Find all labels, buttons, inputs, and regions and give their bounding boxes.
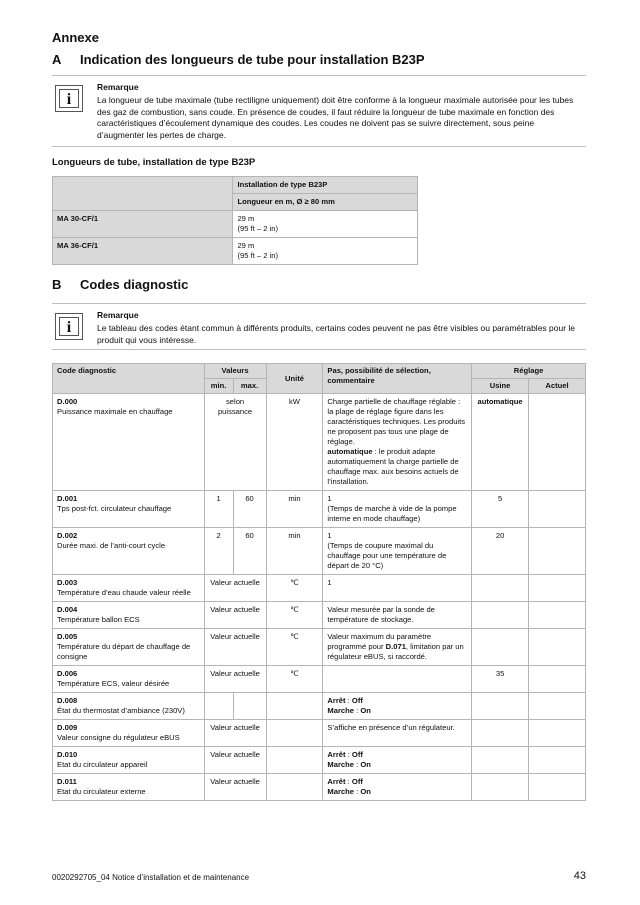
remark-b-title: Remarque	[97, 310, 139, 320]
footer-document-reference: 0020292705_04 Notice d’installation et de maintenance	[52, 873, 250, 882]
max-cell: 60	[233, 491, 266, 528]
code-cell: D.010 Etat du circulateur appareil	[53, 747, 205, 774]
tube-table-corner	[53, 177, 233, 211]
min-cell: 2	[204, 528, 233, 575]
actuel-cell	[529, 747, 586, 774]
page-number: 43	[573, 870, 586, 882]
header-code: Code diagnostic	[53, 364, 205, 394]
header-min: min.	[204, 379, 233, 394]
usine-cell	[472, 774, 529, 801]
usine-cell	[472, 575, 529, 602]
comment-cell: Charge partielle de chauffage réglable : la plage de réglage figure dans les caractéristiques techniques. Les produits ne proposent pas tous une plage de réglage. automatique : le produit adapte automatiquement la charge partielle de chauffage max. aux besoins actuels de l’installation.	[323, 394, 472, 491]
comment-cell: Valeur maximum du paramètre programmé pour D.071, limitation par un régulateur eBUS, si raccordé.	[323, 629, 472, 666]
code-cell: D.000 Puissance maximale en chauffage	[53, 394, 205, 491]
code-cell: D.002 Durée maxi. de l’anti-court cycle	[53, 528, 205, 575]
table-row	[53, 666, 586, 693]
unit-cell: min	[266, 528, 323, 575]
unit-cell: ℃	[266, 629, 323, 666]
usine-cell: automatique	[472, 394, 529, 491]
value-cell: Valeur actuelle	[204, 747, 266, 774]
max-cell: 60	[233, 528, 266, 575]
section-b-letter: B	[52, 277, 62, 292]
code-cell: D.004 Température ballon ECS	[53, 602, 205, 629]
table-row	[53, 575, 586, 602]
section-a-heading	[52, 52, 425, 67]
unit-cell	[266, 774, 323, 801]
value-cell: Valeur actuelle	[204, 666, 266, 693]
remark-box-b	[52, 303, 586, 350]
info-icon: i	[55, 85, 83, 112]
comment-cell: Arrêt : Off Marche : On	[323, 693, 472, 720]
section-b-title: Codes diagnostic	[80, 277, 189, 292]
comment-cell: Valeur mesurée par la sonde de température de stockage.	[323, 602, 472, 629]
table-row	[53, 238, 418, 265]
actuel-cell	[529, 528, 586, 575]
code-cell: D.011 Etat du circulateur externe	[53, 774, 205, 801]
table-row	[53, 747, 586, 774]
comment-cell: 1	[323, 575, 472, 602]
usine-cell	[472, 629, 529, 666]
usine-cell: 20	[472, 528, 529, 575]
actuel-cell	[529, 720, 586, 747]
header-actuel: Actuel	[529, 379, 586, 394]
usine-cell	[472, 602, 529, 629]
actuel-cell	[529, 666, 586, 693]
unit-cell	[266, 693, 323, 720]
annexe-title: Annexe	[52, 30, 99, 45]
section-a-letter: A	[52, 52, 62, 67]
table-row	[53, 211, 418, 238]
tube-table-header-installation: Installation de type B23P	[233, 177, 418, 194]
comment-cell	[323, 666, 472, 693]
value-cell: Valeur actuelle	[204, 602, 266, 629]
value-cell: Valeur actuelle	[204, 629, 266, 666]
value-cell: selon puissance	[204, 394, 266, 491]
usine-cell: 35	[472, 666, 529, 693]
actuel-cell	[529, 774, 586, 801]
header-pas: Pas, possibilité de sélection, commentaire	[323, 364, 472, 394]
tube-table-header-length: Longueur en m, Ø ≥ 80 mm	[233, 194, 418, 211]
tube-length: 29 m (95 ft – 2 in)	[233, 238, 418, 265]
code-cell: D.008 État du thermostat d’ambiance (230V)	[53, 693, 205, 720]
remark-b-text: Le tableau des codes étant commun à différents produits, certains codes peuvent ne pas être visibles ou paramétrables pour le produit qui vous intéresse.	[97, 323, 576, 345]
tube-model: MA 36-CF/1	[53, 238, 233, 265]
tube-model: MA 30-CF/1	[53, 211, 233, 238]
remark-a-title: Remarque	[97, 82, 139, 92]
section-a-title: Indication des longueurs de tube pour installation B23P	[80, 52, 425, 67]
usine-cell	[472, 720, 529, 747]
actuel-cell	[529, 491, 586, 528]
section-b-heading	[52, 277, 188, 292]
header-reglage: Réglage	[472, 364, 586, 379]
comment-cell: 1 (Temps de coupure maximal du chauffage pour une température de départ de 20 °C)	[323, 528, 472, 575]
tube-length: 29 m (95 ft – 2 in)	[233, 211, 418, 238]
value-cell: Valeur actuelle	[204, 774, 266, 801]
actuel-cell	[529, 575, 586, 602]
code-cell: D.006 Température ECS, valeur désirée	[53, 666, 205, 693]
code-cell: D.005 Température du départ de chauffage de consigne	[53, 629, 205, 666]
header-unite: Unité	[266, 364, 323, 394]
header-valeurs: Valeurs	[204, 364, 266, 379]
remark-a-text: La longueur de tube maximale (tube rectiligne uniquement) doit être conforme à la longueur maximale autorisée pour les tubes des gaz de combustion, sans coude. En présence de coudes, il faut réduire la longueur de tube maximale en fonction des caractéristiques d’écoulement dynamique des coudes. Les coudes ne doivent pas se suivre directement, sous peine d’augmenter les pertes de charge.	[97, 95, 574, 140]
unit-cell	[266, 747, 323, 774]
table-row	[53, 720, 586, 747]
unit-cell	[266, 720, 323, 747]
unit-cell: ℃	[266, 575, 323, 602]
table-row	[53, 394, 586, 491]
unit-cell: ℃	[266, 666, 323, 693]
tube-table-heading: Longueurs de tube, installation de type B23P	[52, 157, 256, 168]
comment-cell: S’affiche en présence d’un régulateur.	[323, 720, 472, 747]
table-row	[53, 774, 586, 801]
usine-cell: 5	[472, 491, 529, 528]
code-cell: D.003 Température d’eau chaude valeur réelle	[53, 575, 205, 602]
info-icon: i	[55, 313, 83, 340]
table-row	[53, 528, 586, 575]
table-row	[53, 491, 586, 528]
header-max: max.	[233, 379, 266, 394]
value-cell: Valeur actuelle	[204, 720, 266, 747]
table-row	[53, 602, 586, 629]
min-cell: 1	[204, 491, 233, 528]
usine-cell	[472, 747, 529, 774]
actuel-cell	[529, 394, 586, 491]
comment-cell: Arrêt : Off Marche : On	[323, 747, 472, 774]
max-cell	[233, 693, 266, 720]
unit-cell: kW	[266, 394, 323, 491]
usine-cell	[472, 693, 529, 720]
table-row	[53, 629, 586, 666]
min-cell	[204, 693, 233, 720]
tube-length-table	[52, 176, 418, 265]
value-cell: Valeur actuelle	[204, 575, 266, 602]
comment-cell: 1 (Temps de marche à vide de la pompe interne en mode chauffage)	[323, 491, 472, 528]
unit-cell: min	[266, 491, 323, 528]
actuel-cell	[529, 693, 586, 720]
comment-cell: Arrêt : Off Marche : On	[323, 774, 472, 801]
remark-box-a	[52, 75, 586, 147]
code-cell: D.009 Valeur consigne du régulateur eBUS	[53, 720, 205, 747]
code-cell: D.001 Tps post-fct. circulateur chauffage	[53, 491, 205, 528]
actuel-cell	[529, 602, 586, 629]
actuel-cell	[529, 629, 586, 666]
table-row	[53, 693, 586, 720]
unit-cell: ℃	[266, 602, 323, 629]
diagnostic-codes-table	[52, 363, 586, 801]
header-usine: Usine	[472, 379, 529, 394]
